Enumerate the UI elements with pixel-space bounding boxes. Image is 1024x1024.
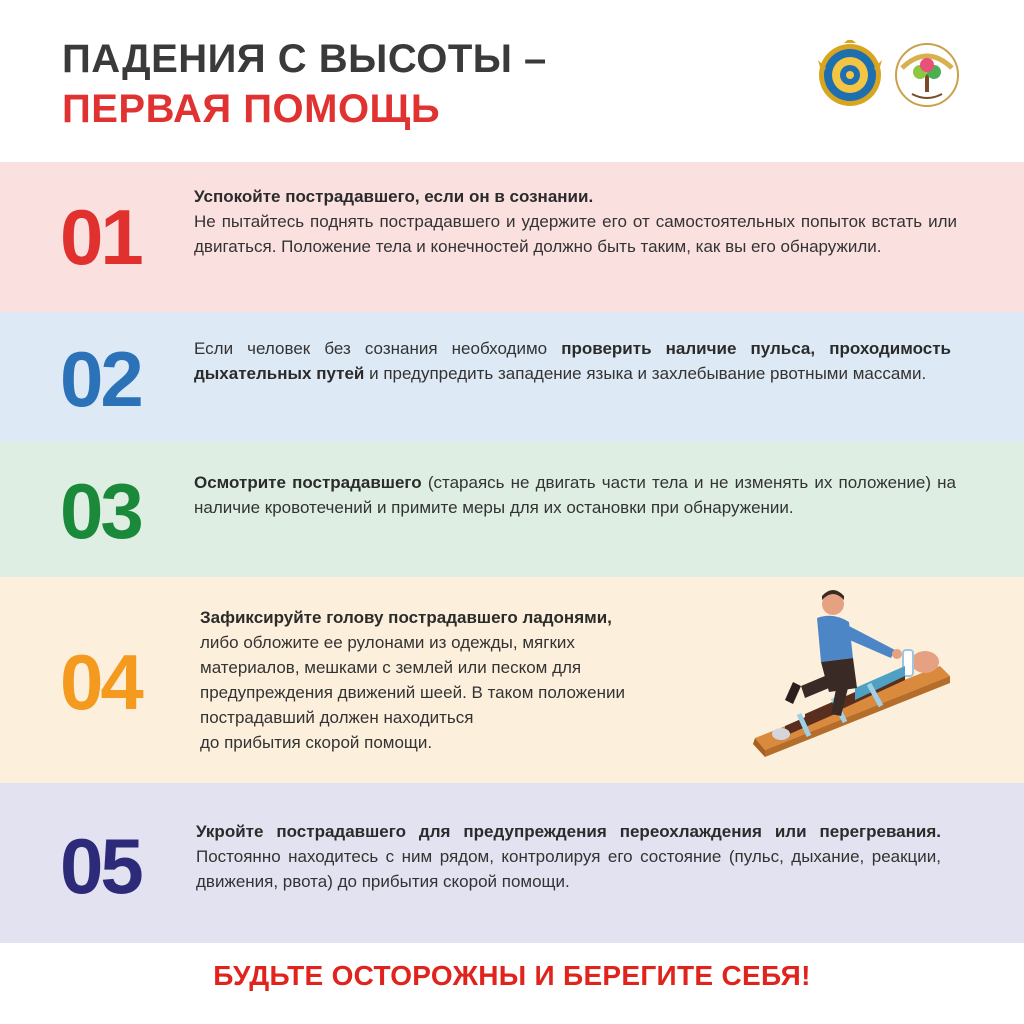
title-line-2: ПЕРВАЯ ПОМОЩЬ bbox=[62, 87, 441, 131]
step-text bbox=[200, 605, 740, 755]
logos bbox=[816, 40, 966, 110]
tree-emblem-icon bbox=[896, 44, 958, 106]
step-text-bold: Осмотрите пострадавшего bbox=[194, 473, 422, 492]
title-line-1: ПАДЕНИЯ С ВЫСОТЫ – bbox=[62, 37, 547, 81]
step-text-body: Не пытайтесь поднять пострадавшего и удержите его от самостоятельных попыток встать или двигаться. Положение тела и конечностей должно быть таким, как вы его обнаружили. bbox=[194, 212, 957, 256]
step-text-bold: Укройте пострадавшего для предупреждения переохлаждения или перегревания. bbox=[196, 822, 941, 841]
step-3 bbox=[0, 442, 1024, 577]
step-text bbox=[194, 184, 957, 259]
step-1 bbox=[0, 162, 1024, 312]
step-text-bold: Зафиксируйте голову пострадавшего ладонями, bbox=[200, 608, 612, 627]
step-text bbox=[194, 336, 951, 386]
first-aid-illustration bbox=[745, 588, 955, 758]
step-text bbox=[196, 819, 941, 894]
footer-slogan: БУДЬТЕ ОСТОРОЖНЫ И БЕРЕГИТЕ СЕБЯ! bbox=[213, 960, 811, 991]
step-text-bold: проверить наличие пульса, проходимость дыхательных путей bbox=[194, 339, 951, 383]
step-text-body: (стараясь не двигать части тела и не изменять их положение) на наличие кровотечений и примите меры для их остановки при обнаружении. bbox=[194, 473, 957, 517]
step-text-bold: Успокойте пострадавшего, если он в сознании. bbox=[194, 187, 594, 206]
step-text-line: предупреждения движений шеей. В таком положении bbox=[200, 683, 625, 702]
page-title bbox=[62, 34, 547, 134]
step-text-line: пострадавший должен находиться bbox=[200, 708, 474, 727]
step-text-line: либо обложите ее рулонами из одежды, мягких bbox=[200, 633, 575, 652]
step-text-line: материалов, мешками с землей или песком для bbox=[200, 658, 582, 677]
step-text-after: и предупредить западение языка и захлебывание рвотными массами. bbox=[364, 364, 927, 383]
step-text-before: Если человек без сознания необходимо bbox=[194, 339, 562, 358]
step-number: 03 bbox=[60, 467, 141, 555]
step-number: 02 bbox=[60, 335, 141, 423]
state-emblem-icon bbox=[818, 40, 882, 106]
step-number: 01 bbox=[60, 193, 141, 281]
step-text-body: Постоянно находитесь с ним рядом, контролируя его состояние (пульс, дыхание, реакции, движения, рвота) до прибытия скорой помощи. bbox=[196, 847, 941, 891]
step-number: 04 bbox=[60, 638, 141, 726]
step-text-line: до прибытия скорой помощи. bbox=[200, 733, 433, 752]
step-number: 05 bbox=[60, 822, 141, 910]
step-2 bbox=[0, 312, 1024, 442]
step-text bbox=[194, 470, 956, 520]
step-5 bbox=[0, 783, 1024, 943]
